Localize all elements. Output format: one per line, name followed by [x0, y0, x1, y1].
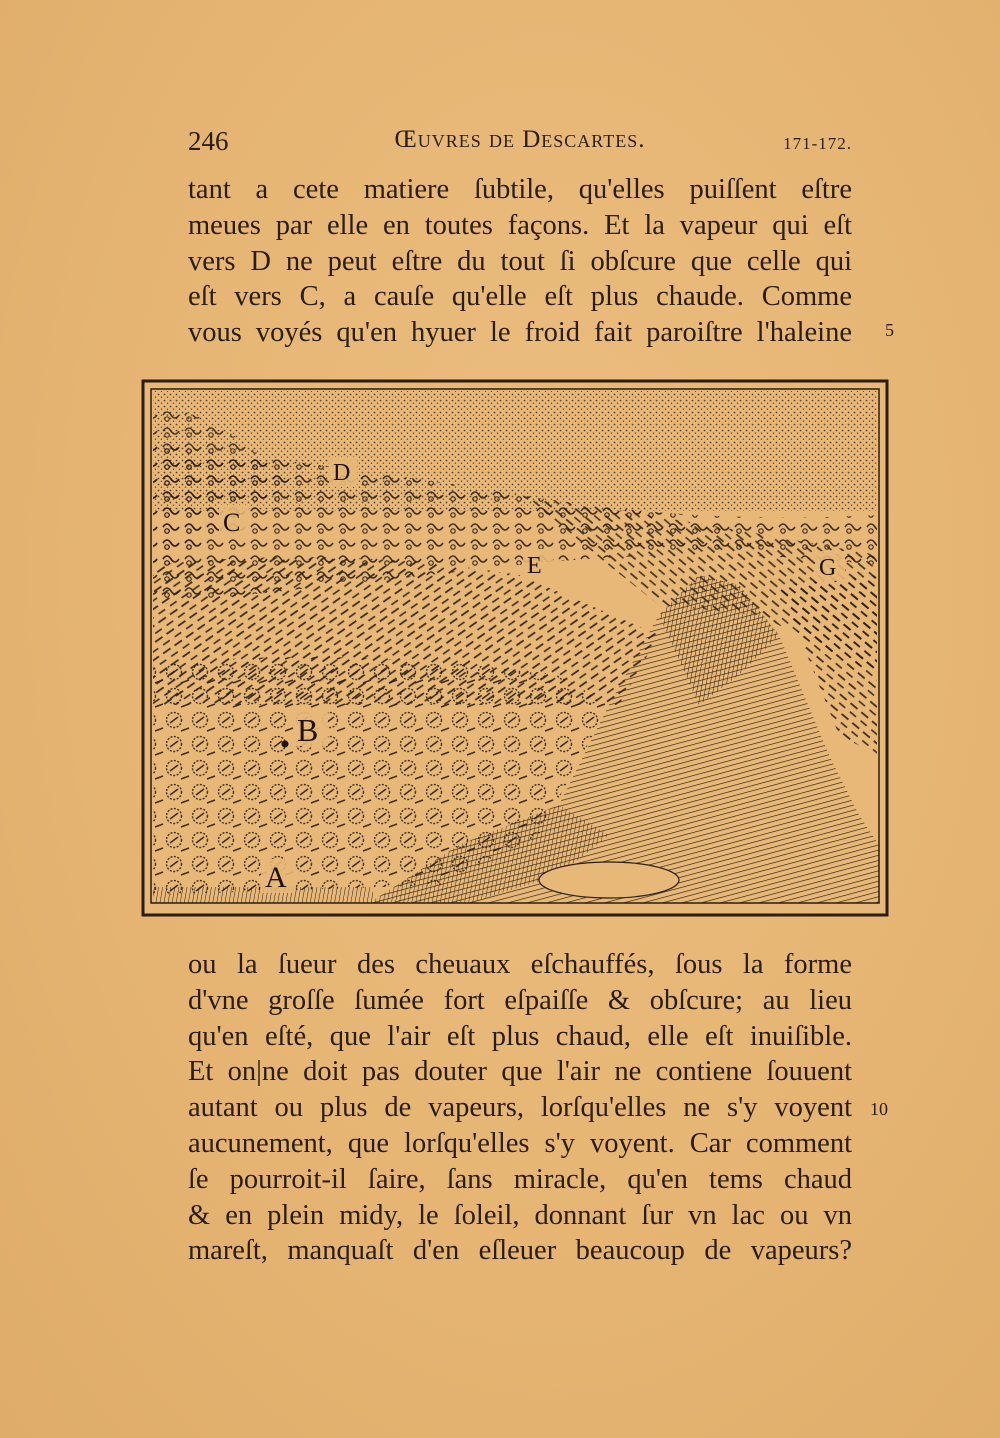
text-line: meues par elle en toutes façons. Et la vapeur qui eſt [188, 209, 852, 241]
line-number-marker: 5 [885, 320, 894, 340]
figure-label-d: D [333, 460, 351, 486]
page-number: 246 [188, 126, 229, 156]
text-line: mareſt, manquaſt d'en eſleuer beaucoup de vapeurs? [188, 1235, 852, 1267]
figure-label-c: C [223, 508, 241, 537]
text-line: Et on|ne doit pas douter que l'air ne contiene ſouuent [188, 1056, 852, 1088]
text-line: vers D ne peut eſtre du tout ſi obſcure que celle qui [188, 245, 852, 277]
woodcut-figure [139, 375, 891, 921]
text-line: qu'en eſté, que l'air eſt plus chaud, elle eſt inuiſible. [188, 1020, 852, 1052]
text-line: vous voyés qu'en hyuer le froid fait paroiſtre l'haleine [188, 317, 852, 349]
page-header [188, 122, 852, 162]
figure-label-a: A [265, 861, 287, 894]
text-line: ſe pourroit-il ſaire, ſans miracle, qu'en tems chaud [188, 1163, 852, 1195]
text-line: ou la ſueur des cheuaux eſchauffés, ſous la forme [188, 949, 852, 980]
figure-illustration [139, 375, 891, 921]
figure-label-e: E [527, 553, 542, 579]
figure-label-g: G [819, 555, 837, 581]
text-line: tant a cete matiere ſubtile, qu'elles puiſſent eſtre [188, 174, 852, 205]
running-title: Œuvres de Descartes. [394, 126, 646, 153]
text-line: eſt vers C, a cauſe qu'elle eſt plus chaude. Comme [188, 281, 852, 313]
point-b-marker [282, 741, 289, 748]
text-line: autant ou plus de vapeurs, lorſqu'elles ne s'y voyent [188, 1092, 852, 1124]
text-block-bottom [188, 947, 852, 1269]
folio-reference: 171-172. [783, 134, 852, 153]
figure-label-b: B [297, 712, 319, 748]
text-line: & en plein midy, le ſoleil, donnant ſur vn lac ou vn [188, 1199, 852, 1231]
text-block-top [188, 172, 852, 351]
text-line: d'vne groſſe ſumée fort eſpaiſſe & obſcure; au lieu [188, 984, 852, 1016]
text-line: aucunement, que lorſqu'elles s'y voyent. Car comment [188, 1127, 852, 1159]
line-number-marker: 10 [870, 1099, 888, 1119]
